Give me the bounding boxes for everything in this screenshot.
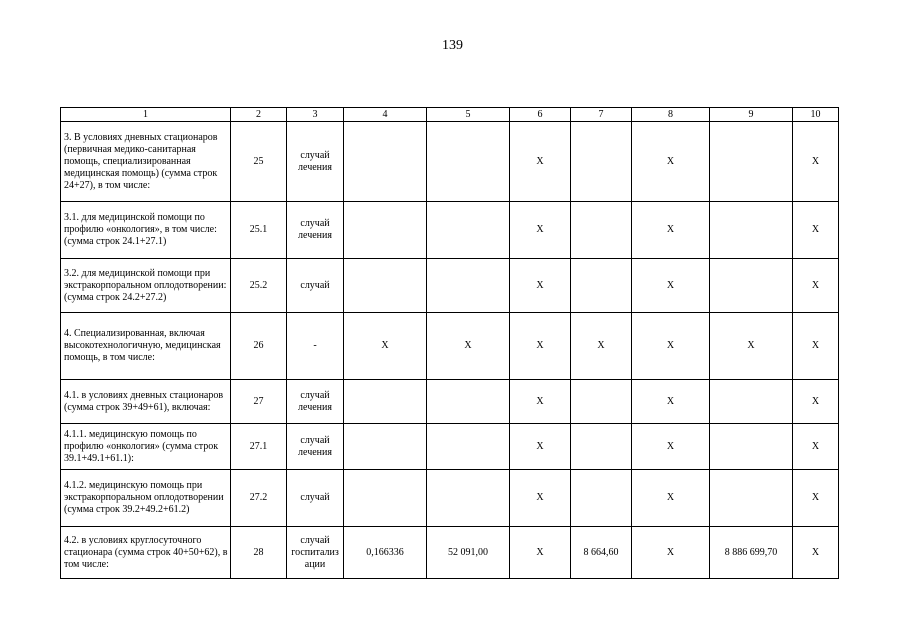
cell — [427, 424, 510, 470]
cell: X — [632, 259, 710, 313]
cell: X — [510, 122, 571, 202]
cell: X — [510, 259, 571, 313]
table-row — [61, 202, 839, 259]
column-header: 3 — [287, 108, 344, 122]
row-name: 3. В условиях дневных стационаров (первичная медико-санитарная помощь, специализированная медицинская помощь) (сумма строк 24+27), в том числе: — [61, 122, 231, 202]
row-code: 28 — [231, 527, 287, 579]
table-row — [61, 527, 839, 579]
cell: X — [510, 470, 571, 527]
cell — [344, 202, 427, 259]
column-header: 6 — [510, 108, 571, 122]
cell — [571, 470, 632, 527]
table-row — [61, 470, 839, 527]
cell: X — [510, 380, 571, 424]
cell: X — [793, 470, 839, 527]
table-row — [61, 424, 839, 470]
cell — [344, 380, 427, 424]
cell: X — [510, 202, 571, 259]
column-header: 4 — [344, 108, 427, 122]
cell — [344, 470, 427, 527]
row-code: 25.2 — [231, 259, 287, 313]
cell: X — [632, 380, 710, 424]
cell — [710, 470, 793, 527]
row-code: 27 — [231, 380, 287, 424]
cell: X — [793, 380, 839, 424]
table-row — [61, 122, 839, 202]
column-header: 2 — [231, 108, 287, 122]
cell: 52 091,00 — [427, 527, 510, 579]
cell: 0,166336 — [344, 527, 427, 579]
cell: X — [510, 527, 571, 579]
column-header: 9 — [710, 108, 793, 122]
cell — [710, 202, 793, 259]
column-header: 10 — [793, 108, 839, 122]
cell: X — [632, 424, 710, 470]
cell: X — [632, 313, 710, 380]
cell — [710, 259, 793, 313]
cell: X — [632, 470, 710, 527]
cell — [427, 380, 510, 424]
cell — [571, 259, 632, 313]
row-code: 25 — [231, 122, 287, 202]
column-header: 8 — [632, 108, 710, 122]
cell: X — [344, 313, 427, 380]
row-name: 4.1. в условиях дневных стационаров (сумма строк 39+49+61), включая: — [61, 380, 231, 424]
table-row — [61, 259, 839, 313]
row-name: 4.1.1. медицинскую помощь по профилю «онкология» (сумма строк 39.1+49.1+61.1): — [61, 424, 231, 470]
cell: X — [793, 259, 839, 313]
cell — [344, 122, 427, 202]
cell — [571, 202, 632, 259]
cell — [344, 259, 427, 313]
cell: X — [632, 122, 710, 202]
cell — [571, 122, 632, 202]
cell: 8 886 699,70 — [710, 527, 793, 579]
column-header: 5 — [427, 108, 510, 122]
table-row — [61, 313, 839, 380]
data-table — [60, 107, 839, 579]
cell — [427, 259, 510, 313]
column-header: 7 — [571, 108, 632, 122]
cell — [344, 424, 427, 470]
cell: X — [632, 527, 710, 579]
table-row — [61, 380, 839, 424]
cell — [710, 122, 793, 202]
row-unit: случай лечения — [287, 380, 344, 424]
row-code: 27.1 — [231, 424, 287, 470]
cell — [571, 380, 632, 424]
cell: X — [710, 313, 793, 380]
row-code: 25.1 — [231, 202, 287, 259]
row-unit: - — [287, 313, 344, 380]
cell: X — [793, 313, 839, 380]
row-name: 4. Специализированная, включая высокотехнологичную, медицинская помощь, в том числе: — [61, 313, 231, 380]
cell — [427, 202, 510, 259]
row-unit: случай — [287, 470, 344, 527]
cell: X — [632, 202, 710, 259]
cell: X — [793, 202, 839, 259]
row-name: 3.1. для медицинской помощи по профилю «онкология», в том числе: (сумма строк 24.1+27.1) — [61, 202, 231, 259]
cell: X — [510, 424, 571, 470]
cell: X — [571, 313, 632, 380]
row-code: 27.2 — [231, 470, 287, 527]
page-number: 139 — [442, 38, 463, 53]
row-unit: случай лечения — [287, 202, 344, 259]
cell: X — [793, 527, 839, 579]
row-unit: случай лечения — [287, 424, 344, 470]
cell — [710, 380, 793, 424]
row-unit: случай госпитализ ации — [287, 527, 344, 579]
cell: X — [427, 313, 510, 380]
row-unit: случай — [287, 259, 344, 313]
cell — [427, 470, 510, 527]
cell — [427, 122, 510, 202]
cell: X — [510, 313, 571, 380]
cell: 8 664,60 — [571, 527, 632, 579]
column-header: 1 — [61, 108, 231, 122]
cell — [571, 424, 632, 470]
header-row — [61, 108, 839, 122]
row-unit: случай лечения — [287, 122, 344, 202]
row-name: 4.2. в условиях круглосуточного стационара (сумма строк 40+50+62), в том числе: — [61, 527, 231, 579]
cell: X — [793, 424, 839, 470]
row-name: 3.2. для медицинской помощи при экстракорпоральном оплодотворении: (сумма строк 24.2+27.2) — [61, 259, 231, 313]
cell — [710, 424, 793, 470]
row-code: 26 — [231, 313, 287, 380]
cell: X — [793, 122, 839, 202]
row-name: 4.1.2. медицинскую помощь при экстракорпоральном оплодотворении (сумма строк 39.2+49.2+61.2) — [61, 470, 231, 527]
